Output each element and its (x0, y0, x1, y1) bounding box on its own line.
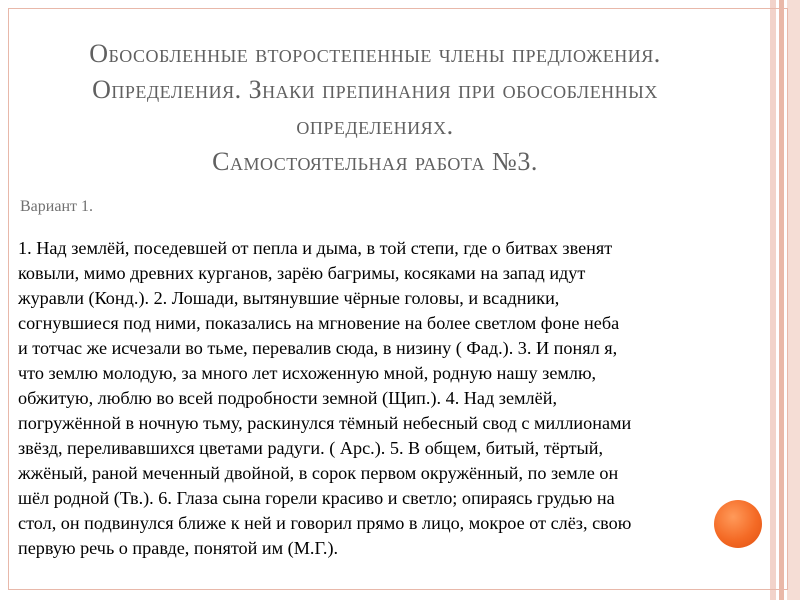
text-line: 1. Над землёй, поседевшей от пепла и дыма, в той степи, где о битвах звенят (18, 238, 613, 258)
text-line: жжёный, раной меченный двойной, в сорок первом окружённый, по земле он (18, 463, 619, 483)
text-line: звёзд, переливавшихся цветами радуги. ( Арс.). 5. В общем, битый, тёртый, (18, 438, 604, 458)
text-line: журавли (Конд.). 2. Лошади, вытянувшие чёрные головы, и всадники, (18, 288, 560, 308)
exercise-text (18, 236, 753, 561)
slide-title (60, 36, 690, 180)
text-line: согнувшиеся под ними, показались на мгновение на более светлом фоне неба (18, 313, 620, 333)
text-line: ковыли, мимо древних курганов, зарёю багримы, косяками на запад идут (18, 263, 586, 283)
title-line-4: Самостоятельная работа №3. (212, 147, 538, 176)
text-line: первую речь о правде, понятой им (М.Г.). (18, 538, 339, 558)
variant-label: Вариант 1. (20, 198, 93, 215)
title-line-1: Обособленные второстепенные члены предложения. (89, 39, 661, 68)
text-line: погружённой в ночную тьму, раскинулся тёмный небесный свод с миллионами (18, 413, 632, 433)
title-line-3: определениях. (296, 111, 454, 140)
text-line: стол, он подвинулся ближе к ней и говорил прямо в лицо, мокрое от слёз, свою (18, 513, 632, 533)
text-line: и тотчас же исчезали во тьме, перевалив сюда, в низину ( Фад.). 3. И понял я, (18, 338, 618, 358)
text-line: обжитую, люблю во всей подробности земной (Щип.). 4. Над землёй, (18, 388, 557, 408)
title-line-2: Определения. Знаки препинания при обособленных (92, 75, 658, 104)
text-line: что землю молодую, за много лет исхоженную мной, родную нашу землю, (18, 363, 597, 383)
text-line: шёл родной (Тв.). 6. Глаза сына горели красиво и светло; опираясь грудью на (18, 488, 615, 508)
